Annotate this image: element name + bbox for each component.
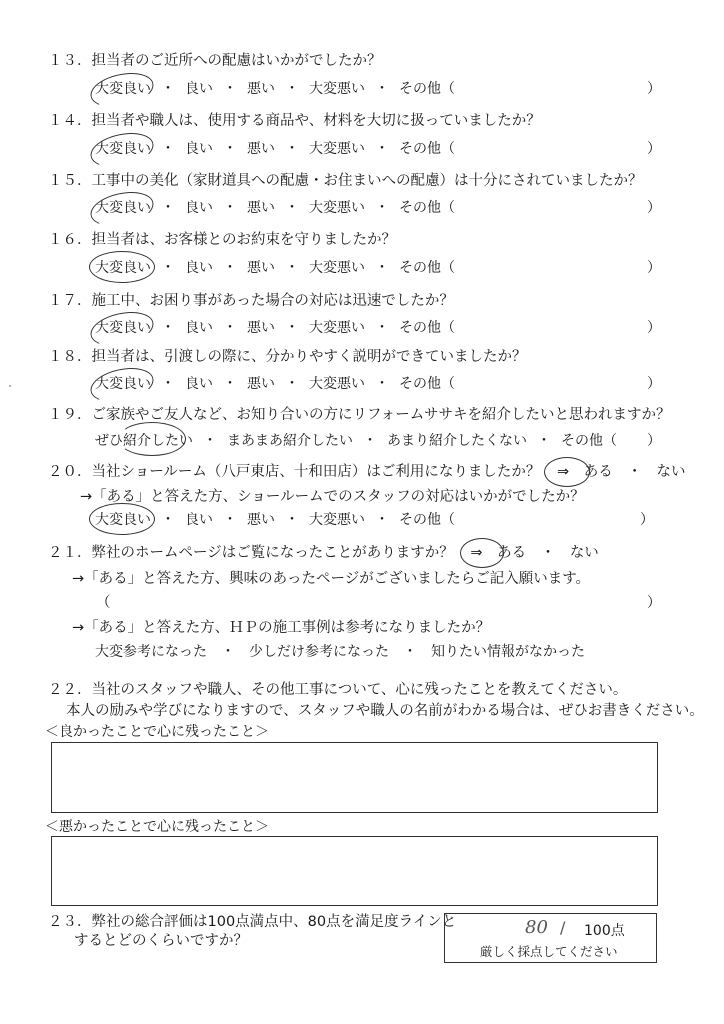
q23-question-line1: ２３．弊社の総合評価は100点満点中、80点を満足度ラインと — [48, 914, 457, 930]
q21-options: 大変参考になった ・ 少しだけ参考になった ・ 知りたい情報がなかった — [95, 644, 585, 660]
q21-option-very-helpful[interactable]: 大変参考になった — [95, 644, 207, 660]
q17-question: １７．施工中、お困り事があった場合の対応は迅速でしたか？ — [48, 293, 454, 309]
q19-option-definitely[interactable]: ぜひ紹介したい — [95, 433, 193, 449]
q21-arrow-icon: ⇒ — [470, 545, 483, 561]
q14-option-very-good[interactable]: 大変良い — [95, 141, 151, 157]
q14-option-very-bad[interactable]: 大変悪い — [309, 141, 365, 157]
q20-question-row: ２０．当社ショールーム（八戸東店、十和田店）はご利用になりましたか？ ⇒ ある ・ ない — [48, 464, 686, 480]
q22-bad-textbox[interactable] — [51, 836, 658, 906]
q14-close-paren: ） — [647, 141, 661, 157]
q23-score-note: 厳しく採点してください — [480, 944, 618, 959]
q20-arrow-icon: ⇒ — [557, 464, 570, 480]
q17-close-paren: ） — [647, 320, 661, 336]
q16-option-very-good[interactable]: 大変良い — [95, 260, 151, 276]
q18-option-other[interactable]: その他（ — [399, 376, 455, 392]
q13-option-very-good[interactable]: 大変良い — [95, 81, 151, 97]
q15-option-other[interactable]: その他（ — [399, 200, 455, 216]
q18-question: １８．担当者は、引渡しの際に、分かりやすく説明ができていましたか？ — [48, 349, 527, 365]
q21-option-yes[interactable]: ある — [497, 545, 527, 561]
q22-bad-label: ＜悪かったことで心に残ったこと＞ — [45, 819, 269, 835]
q20-option-other[interactable]: その他（ — [399, 512, 455, 528]
q20-followup: →「ある」と答えた方、ショールームでのスタッフの対応はいかがでしたか？ — [80, 489, 585, 505]
q16-question: １６．担当者は、お客様とのお約束を守りましたか？ — [48, 232, 396, 248]
q21-yes-circle — [460, 538, 504, 568]
q15-option-very-bad[interactable]: 大変悪い — [309, 200, 365, 216]
q15-close-paren: ） — [647, 200, 661, 216]
q22-subtext: 本人の励みや学びになりますので、スタッフや職人の名前がわかる場合は、ぜひお書きください。 — [66, 703, 704, 719]
q18-option-bad[interactable]: 悪い — [247, 376, 275, 392]
q15-options: 大変良い ・ 良い ・ 悪い ・ 大変悪い ・ その他（ — [95, 200, 455, 216]
q17-option-very-good[interactable]: 大変良い — [95, 320, 151, 336]
q18-close-paren: ） — [647, 376, 661, 392]
q17-option-very-bad[interactable]: 大変悪い — [309, 320, 365, 336]
q17-option-good[interactable]: 良い — [185, 320, 213, 336]
q23-question-line2: するとどのくらいですか？ — [74, 933, 248, 949]
q17-option-other[interactable]: その他（ — [399, 320, 455, 336]
q20-option-no[interactable]: ない — [656, 464, 686, 480]
q22-good-label: ＜良かったことで心に残ったこと＞ — [45, 724, 269, 740]
q15-option-very-good[interactable]: 大変良い — [95, 200, 151, 216]
q13-options: 大変良い ・ 良い ・ 悪い ・ 大変悪い ・ その他（ — [95, 81, 455, 97]
q18-option-good[interactable]: 良い — [185, 376, 213, 392]
q17-selection-circle — [87, 307, 156, 352]
q16-option-other[interactable]: その他（ — [399, 260, 455, 276]
q21-question-row: ２１．弊社のホームページはご覧になったことがありますか？ ⇒ ある ・ ない — [48, 545, 599, 561]
q16-option-good[interactable]: 良い — [185, 260, 213, 276]
q14-selection-circle — [87, 128, 156, 173]
q19-close-paren: ） — [647, 433, 661, 449]
q18-option-very-bad[interactable]: 大変悪い — [309, 376, 365, 392]
q14-option-good[interactable]: 良い — [185, 141, 213, 157]
q13-option-very-bad[interactable]: 大変悪い — [309, 81, 365, 97]
q20-option-very-bad[interactable]: 大変悪い — [309, 512, 365, 528]
q16-selection-circle — [89, 251, 155, 283]
q14-question: １４．担当者や職人は、使用する商品や、材料を大切に扱っていましたか？ — [48, 113, 541, 129]
q18-options: 大変良い ・ 良い ・ 悪い ・ 大変悪い ・ その他（ — [95, 376, 455, 392]
q18-option-very-good[interactable]: 大変良い — [95, 376, 151, 392]
q18-selection-circle — [87, 363, 156, 408]
q21-followup2: →「ある」と答えた方、ＨＰの施工事例は参考になりましたか？ — [72, 620, 491, 636]
q13-question: １３．担当者のご近所への配慮はいかがでしたか？ — [48, 53, 382, 69]
q20-option-bad[interactable]: 悪い — [247, 512, 275, 528]
q16-close-paren: ） — [647, 260, 661, 276]
q15-selection-circle — [87, 187, 156, 232]
q21-option-slightly-helpful[interactable]: 少しだけ参考になった — [249, 644, 389, 660]
q15-question: １５．工事中の美化（家財道具への配慮・お住まいへの配慮）は十分にされていましたか？ — [48, 173, 643, 189]
q23-score-max: 100点 — [584, 923, 625, 939]
q20-question: ２０．当社ショールーム（八戸東店、十和田店）はご利用になりましたか？ — [48, 464, 541, 480]
q21-option-not-helpful[interactable]: 知りたい情報がなかった — [431, 644, 585, 660]
q14-option-other[interactable]: その他（ — [399, 141, 455, 157]
q21-question: ２１．弊社のホームページはご覧になったことがありますか？ — [48, 545, 454, 561]
q19-options: ぜひ紹介したい ・ まあまあ紹介したい ・ あまり紹介したくない ・ その他（ — [95, 433, 617, 449]
q19-option-other[interactable]: その他（ — [561, 433, 617, 449]
q15-option-bad[interactable]: 悪い — [247, 200, 275, 216]
q13-close-paren: ） — [647, 81, 661, 97]
q15-option-good[interactable]: 良い — [185, 200, 213, 216]
q14-options: 大変良い ・ 良い ・ 悪い ・ 大変悪い ・ その他（ — [95, 141, 455, 157]
q22-question: ２２．当社のスタッフや職人、その他工事について、心に残ったことを教えてください。 — [48, 682, 628, 698]
q16-options: 大変良い ・ 良い ・ 悪い ・ 大変悪い ・ その他（ — [95, 260, 455, 276]
q13-option-other[interactable]: その他（ — [399, 81, 455, 97]
q23-score-value: 80 — [525, 917, 548, 938]
q14-option-bad[interactable]: 悪い — [247, 141, 275, 157]
q20-options: 大変良い ・ 良い ・ 悪い ・ 大変悪い ・ その他（ — [95, 512, 455, 528]
q20-selection-circle — [89, 503, 155, 535]
q21-followup1: →「ある」と答えた方、興味のあったページがございましたらご記入願います。 — [72, 571, 591, 587]
q19-selection-circle — [118, 422, 186, 456]
q22-good-textbox[interactable] — [51, 742, 658, 813]
q13-option-good[interactable]: 良い — [185, 81, 213, 97]
q20-option-good[interactable]: 良い — [185, 512, 213, 528]
q20-option-yes[interactable]: ある — [583, 464, 613, 480]
q21-open-paren: （ — [96, 595, 111, 611]
q19-option-somewhat[interactable]: まあまあ紹介したい — [227, 433, 353, 449]
q13-option-bad[interactable]: 悪い — [247, 81, 275, 97]
q21-close-paren: ） — [647, 595, 661, 611]
q16-option-very-bad[interactable]: 大変悪い — [309, 260, 365, 276]
q23-score-slash: / — [560, 918, 566, 937]
q21-option-no[interactable]: ない — [569, 545, 599, 561]
q17-option-bad[interactable]: 悪い — [247, 320, 275, 336]
q20-close-paren: ） — [640, 512, 654, 528]
q17-options: 大変良い ・ 良い ・ 悪い ・ 大変悪い ・ その他（ — [95, 320, 455, 336]
q20-yes-circle — [544, 457, 590, 487]
q16-option-bad[interactable]: 悪い — [247, 260, 275, 276]
q13-selection-circle — [87, 68, 156, 113]
q19-option-not-really[interactable]: あまり紹介したくない — [387, 433, 527, 449]
q19-question: １９．ご家族やご友人など、お知り合いの方にリフォームササキを紹介したいと思われますか？ — [48, 407, 671, 423]
scan-speck — [9, 385, 11, 387]
q20-option-very-good[interactable]: 大変良い — [95, 512, 151, 528]
